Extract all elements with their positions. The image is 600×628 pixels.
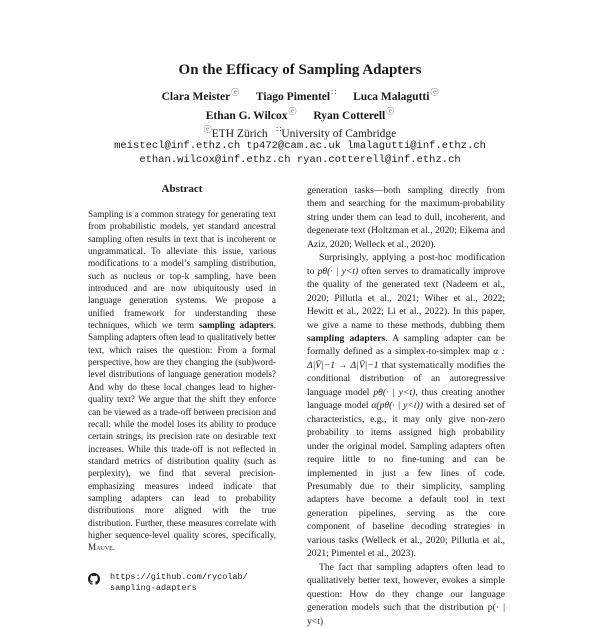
author-name: Tiago Pimentel — [255, 90, 331, 103]
paragraph-text: that systematically modifies the conditional distribution of an autoregressive language model — [307, 359, 506, 398]
affiliation-mark: ∷ — [276, 125, 282, 134]
paragraph-text: , thus creating another language model — [307, 386, 505, 412]
abstract-term: sampling adapters — [198, 320, 274, 331]
affiliation-mark: ⓔ — [203, 125, 212, 134]
affiliations — [0, 124, 600, 140]
paragraph: The fact that sampling adapters often lead to qualitatively better text, however, evokes a simple question: How do they change our language generation models such that the distribution p(· | y<t) — [307, 561, 505, 627]
affiliation-eth: ETH Zürich — [211, 127, 268, 140]
paragraph-text: often serves to dramatically improve the quality of the generated text (Nadeem et al., 2020; Pillutla et al., 2021; Wiher et al., 2022; Hewitt et al., 2022; Li et al., 2022). In this paper, we give a name to these methods, dubbing them — [307, 265, 505, 331]
abstract-text: . Sampling adapters often lead to qualitatively better text, which raises the question: From a formal perspective, how are they changing the (sub)word-level distributions of language generation models? And why do these local changes lead to higher-quality text? We argue that the shift they enforce can be viewed as a trade-off between precision and recall: while the model loses its ability to produce certain strings, its precision rate on desirable text increases. While this trade-off is not reflected in standard metrics of distribution quality (such as perplexity), we find that several precision-emphasizing measures indeed indicate that sampling adapters can lead to probability distributions more aligned with the true distribution. Further, these measures correlate with higher sequence-level quality scores, specifically, — [88, 320, 277, 540]
affiliation-cambridge: University of Cambridge — [281, 127, 397, 140]
math-expression: α : Δ|V̄|−1 → Δ|V̄|−1 — [307, 346, 505, 371]
authors-line-1 — [0, 87, 600, 103]
author-name: Clara Meister — [161, 90, 231, 103]
authors-line-2 — [0, 106, 600, 122]
author-mark: ⓔ — [386, 107, 395, 116]
abstract-heading: Abstract — [161, 183, 203, 195]
footnote-link[interactable]: https://github.com/rycolab/ — [110, 572, 248, 582]
footnote — [92, 572, 282, 594]
abstract-text: Sampling is a common strategy for generating text from probabilistic models, yet standard ancestral sampling often results in text that is incoherent or ungrammatical. To alleviate this issue, various modifications to a model’s sampling distribution, such as nucleus or top-k sampling, have been introduced and are now ubiquitously used in language generation systems. We propose a unified framework for understanding these techniques, which we term — [88, 209, 276, 331]
author-name: Luca Malagutti — [353, 90, 430, 103]
author-mark: ⓔ — [231, 88, 240, 97]
paragraph — [307, 251, 505, 560]
paper-title: On the Efficacy of Sampling Adapters — [178, 62, 422, 78]
abstract-body — [88, 208, 276, 554]
abstract-text: . — [112, 542, 116, 553]
paragraph-text: . A sampling adapter can be formally defined as a simplex-to-simplex map — [307, 332, 505, 358]
paragraph: generation tasks—both sampling directly from them and searching for the maximum-probability string under them can lead to dull, incoherent, and degenerate text (Holtzman et al., 2020; Eikema and Aziz, 2020; Welleck et al., 2020). — [307, 185, 505, 250]
author-mark: ⓔ — [430, 88, 439, 97]
author-mark: ∷ — [331, 88, 337, 97]
emails-line-2: ethan.wilcox@inf.ethz.ch ryan.cotterell@inf.ethz.ch — [139, 154, 461, 166]
abstract-metric: Mauve — [88, 542, 113, 553]
right-column — [307, 184, 505, 628]
defined-term: sampling adapters — [307, 332, 386, 344]
author-name: Ethan G. Wilcox — [205, 109, 288, 122]
author-name: Ryan Cotterell — [313, 109, 386, 122]
emails-line-1: meistecl@inf.ethz.ch tp472@cam.ac.uk lmalagutti@inf.ethz.ch — [114, 140, 486, 152]
author-mark: ⓔ — [288, 107, 297, 116]
paragraph-text: with a desired set of characteristics, e.g., it may only give non-zero probability to items assigned high probability under the original model. Sampling adapters often require little to no fine-tuning and can be implemented in just a few lines of code. Presumably due to their simplicity, sampling adapters have become a default tool in text generation pipelines, serving as the core component of baseline decoding strategies in various tasks (Welleck et al., 2020; Pillutla et al., 2021; Pimentel et al., 2023). — [307, 400, 506, 560]
math-expression: pθ(· | y<t) — [317, 265, 359, 277]
math-expression: pθ(· | y<t) — [373, 386, 416, 398]
footnote-link-cont[interactable]: sampling-adapters — [110, 583, 197, 593]
math-expression: α(pθ(· | y<t)) — [371, 400, 423, 412]
paragraph-text: Surprisingly, applying a post-hoc modification to — [307, 252, 505, 277]
